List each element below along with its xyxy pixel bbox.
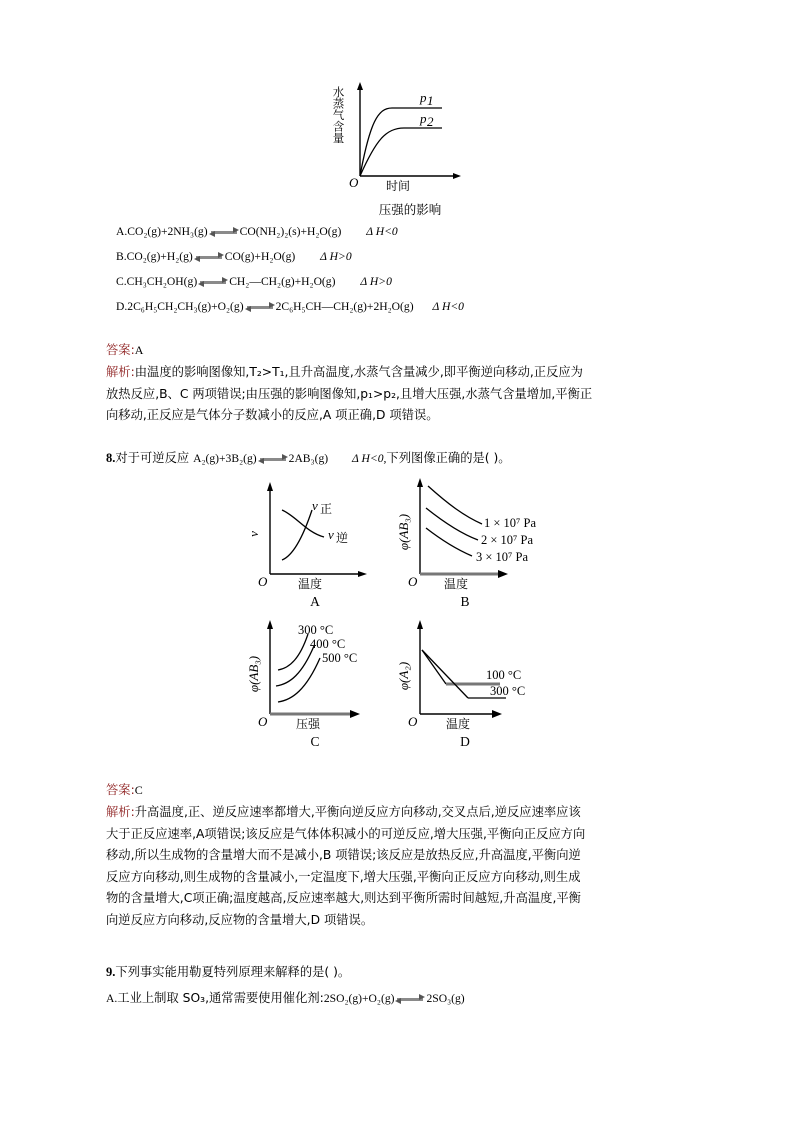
curve-label-v-forward: v	[312, 498, 318, 513]
option-letter: A.	[116, 225, 128, 238]
q8-answer-block	[106, 780, 706, 802]
question-number: 9.	[106, 965, 116, 979]
origin-label: O	[258, 574, 268, 589]
option-equation-right: 2SO₃(g)	[426, 992, 465, 1005]
stem-enthalpy: Δ H<0,	[352, 452, 387, 465]
analysis-line-3: 移动,所以生成物的含量增大而不是减小,B 项错误;该反应是放热反应,升高温度,平衡向逆	[106, 848, 581, 863]
option-letter: C.	[116, 275, 127, 288]
figure-caption: 压强的影响	[378, 202, 442, 217]
y-axis-label: 水蒸气含量	[331, 86, 346, 144]
series-label-3: 3 × 10⁷ Pa	[476, 550, 529, 564]
series-label-1: 1 × 10⁷ Pa	[484, 516, 537, 530]
option-right: 2C₆H₅CH—CH₂(g)+2H₂O(g)	[275, 300, 414, 313]
origin-label: O	[408, 574, 418, 589]
stem-equation-right: 2AB₃(g)	[288, 452, 329, 465]
stem-equation-left: A₂(g)+3B₂(g)	[193, 452, 257, 465]
pressure-effect-chart	[330, 82, 480, 194]
q7-analysis-block	[106, 362, 706, 427]
option-row-b	[116, 250, 352, 263]
analysis-text: 由温度的影响图像知,T₂>T₁,且升高温度,水蒸气含量减少,即平衡逆向移动,正反应为	[134, 365, 583, 379]
option-left: CO₂(g)+H₂(g)	[126, 250, 193, 263]
chart-a	[240, 482, 400, 610]
option-left: CH₃CH₂OH(g)	[126, 275, 198, 288]
curve-sub-p2: 2	[427, 114, 434, 129]
q8-analysis-block	[106, 802, 706, 932]
equilibrium-arrow-icon	[258, 454, 288, 464]
curve-label-p1: p	[420, 90, 427, 105]
chart-b	[390, 482, 590, 610]
curve-sub-v-reverse: 逆	[336, 531, 349, 545]
answer-line	[106, 780, 706, 802]
answer-value: A	[134, 343, 144, 357]
origin-label: O	[258, 714, 268, 729]
option-left: 2C₆H₅CH₂CH₃(g)+O₂(g)	[127, 300, 244, 313]
analysis-line-2: 放热反应,B、C 两项错误;由压强的影响图像知,p₁>p₂,且增大压强,水蒸气含量增加,平衡正	[106, 386, 593, 401]
stem-post: 下列图像正确的是( )。	[386, 451, 511, 465]
option-row-c	[116, 275, 392, 288]
chart-grid	[240, 482, 590, 772]
option-left: CO₂(g)+2NH₃(g)	[127, 225, 208, 238]
y-axis-label: φ(A₂)	[396, 661, 411, 691]
option-row-d	[116, 300, 464, 313]
equilibrium-arrow-icon	[395, 994, 425, 1004]
option-text: 工业上制取 SO₃,通常需要使用催化剂:	[117, 991, 324, 1005]
question-9-option-a	[106, 988, 465, 1006]
curve-sub-v-forward: 正	[320, 502, 333, 516]
option-letter: D.	[116, 300, 128, 313]
stem-text: 下列事实能用勒夏特列原理来解释的是( )。	[115, 965, 351, 979]
option-equation-left: 2SO₂(g)+O₂(g)	[323, 992, 395, 1005]
question-8-stem	[106, 448, 511, 466]
x-axis-label: 压强	[296, 717, 321, 731]
analysis-line-2: 大于正反应速率,A项错误;该反应是气体体积减小的可逆反应,增大压强,平衡向正反应方向	[106, 826, 586, 841]
series-label-2: 300 °C	[490, 684, 526, 698]
enthalpy-value: Δ H>0	[360, 275, 392, 288]
series-label-3: 500 °C	[322, 651, 358, 665]
series-label-1: 100 °C	[486, 668, 522, 682]
answer-value: C	[134, 783, 143, 797]
y-axis-label: φ(AB₃)	[396, 513, 411, 551]
origin-label: O	[349, 175, 359, 190]
x-axis-label: 温度	[446, 717, 471, 731]
option-letter: A.	[106, 992, 118, 1005]
analysis-line-4: 反应方向移动,则生成物的含量减小,一定温度下,增大压强,平衡向正反应方向移动,则生成	[106, 869, 581, 884]
equilibrium-arrow-icon	[194, 252, 224, 262]
answer-line	[106, 340, 706, 362]
curve-sub-p1: 1	[427, 93, 434, 108]
analysis-line-1	[106, 802, 706, 824]
analysis-line-1	[106, 362, 706, 384]
equilibrium-arrow-icon	[245, 302, 275, 312]
chart-d-name: D	[460, 734, 470, 749]
chart-a-name: A	[310, 594, 320, 609]
x-axis-label: 温度	[298, 577, 323, 591]
y-axis-label: v	[246, 531, 261, 537]
equilibrium-arrow-icon	[198, 277, 228, 287]
analysis-line-3: 向移动,正反应是气体分子数减小的反应,A 项正确,D 项错误。	[106, 408, 439, 423]
analysis-text: 升高温度,正、逆反应速率都增大,平衡向逆反应方向移动,交叉点后,逆反应速率应该	[134, 805, 581, 819]
question-number: 8.	[106, 451, 116, 465]
chart-c-name: C	[310, 734, 320, 749]
chart-b-name: B	[460, 594, 470, 609]
answer-label: 答案:	[106, 783, 135, 797]
q7-answer-block	[106, 340, 706, 362]
equilibrium-arrow-icon	[209, 227, 239, 237]
y-axis-label: φ(AB₃)	[246, 655, 261, 693]
enthalpy-value: Δ H>0	[320, 250, 352, 263]
series-label-2: 400 °C	[310, 637, 346, 651]
option-row-a	[116, 225, 398, 238]
analysis-label: 解析:	[106, 805, 135, 819]
x-axis-label: 时间	[386, 179, 411, 193]
analysis-line-6: 向逆反应方向移动,反应物的含量增大,D 项错误。	[106, 912, 374, 927]
curve-label-p2: p	[420, 111, 427, 126]
option-right: CO(g)+H₂O(g)	[224, 250, 296, 263]
enthalpy-value: Δ H<0	[366, 225, 398, 238]
series-label-1: 300 °C	[298, 623, 334, 637]
option-right: CH₂—CH₂(g)+H₂O(g)	[229, 275, 336, 288]
origin-label: O	[408, 714, 418, 729]
analysis-line-5: 物的含量增大,C项正确;温度越高,反应速率越大,则达到平衡所需时间越短,升高温度,平衡	[106, 891, 581, 906]
question-9-stem	[106, 962, 350, 980]
x-axis-label: 温度	[444, 577, 469, 591]
option-letter: B.	[116, 250, 127, 263]
chart-d	[390, 622, 590, 750]
stem-pre: 对于可逆反应	[115, 451, 194, 465]
chart-c	[240, 622, 410, 750]
analysis-label: 解析:	[106, 365, 135, 379]
series-label-2: 2 × 10⁷ Pa	[481, 533, 534, 547]
answer-label: 答案:	[106, 343, 135, 357]
curve-label-v-reverse: v	[328, 527, 334, 542]
option-right: CO(NH₂)₂(s)+H₂O(g)	[239, 225, 342, 238]
enthalpy-value: Δ H<0	[432, 300, 464, 313]
